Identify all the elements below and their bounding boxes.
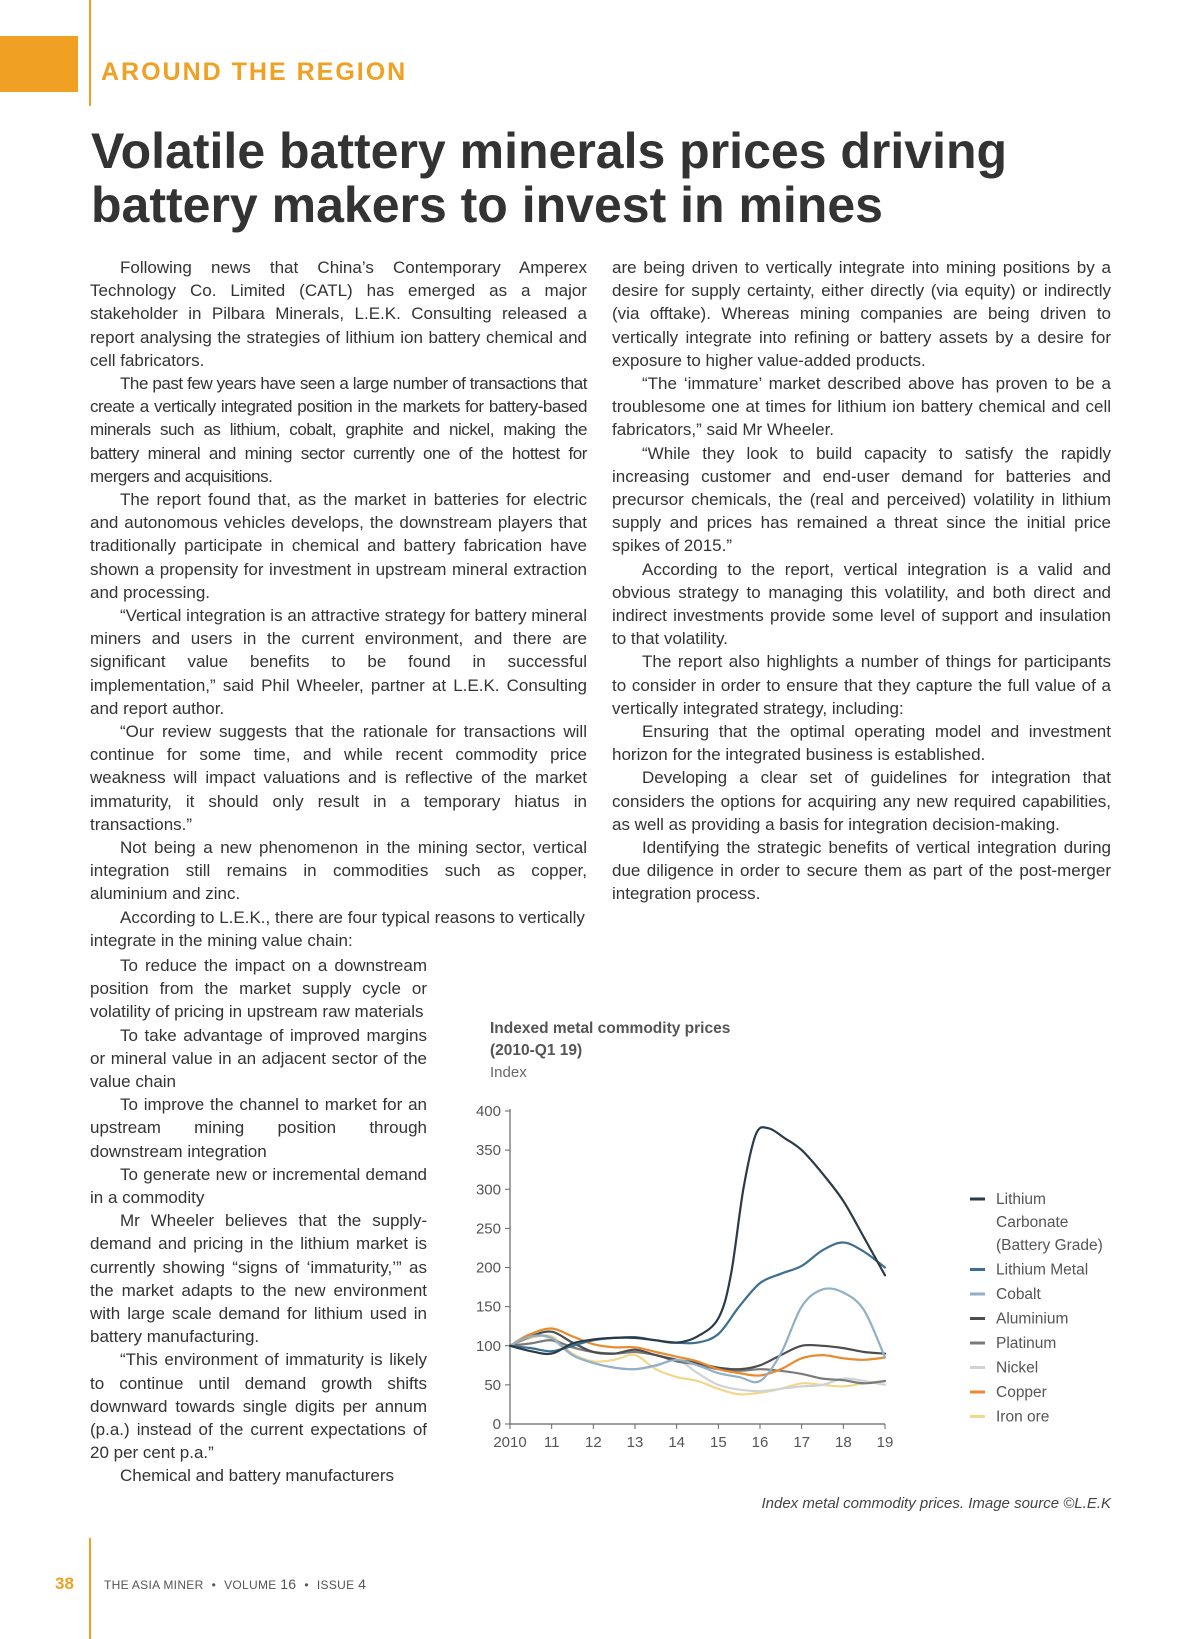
commodity-price-chart [475,1010,1118,1451]
series-line [510,1127,885,1354]
legend-label: (Battery Grade) [996,1237,1103,1254]
paragraph: Not being a new phenomenon in the mining sector, vertical integration still remains in commodities such as copper, aluminium and zinc. [90,838,587,904]
y-tick-label: 250 [475,1220,501,1238]
bottom-vertical-rule [89,1538,91,1639]
x-tick-label: 2010 [493,1434,527,1451]
volume-number: 16 [280,1576,297,1592]
section-label: AROUND THE REGION [101,58,408,86]
article-left-column [90,256,587,952]
legend-label: Iron ore [996,1408,1050,1426]
issue-number: 4 [358,1576,367,1592]
x-tick-label: 18 [834,1434,852,1451]
chart-title: Indexed metal commodity prices [490,1020,731,1037]
legend-label: Aluminium [996,1310,1069,1328]
x-tick-label: 16 [751,1434,769,1451]
paragraph: “Our review suggests that the rationale for transactions will continue for some time, and while recent commodity price weakness will impact valuations and is reflective of the market immaturity, it should only result in a temporary hiatus in transactions.” [90,722,587,834]
y-tick-label: 0 [492,1416,501,1433]
paragraph: Mr Wheeler believes that the supply-demand and pricing in the lithium market is currently showing “signs of ‘immaturity,’” as the market adapts to the new environment with large scale demand for lithium used in battery manufacturing. [90,1211,427,1347]
y-tick-label: 400 [475,1103,501,1120]
y-tick-label: 100 [475,1337,501,1355]
x-tick-label: 13 [626,1434,644,1451]
footer-separator: • [211,1578,217,1592]
chart-lines [510,1127,885,1394]
top-vertical-rule [89,0,91,106]
paragraph: “This environment of immaturity is likely to continue until demand growth shifts downward towards single digits per annum (p.a.) instead of the current expectations of 20 per cent p.a.” [90,1350,427,1463]
list-item: To reduce the impact on a downstream position from the market supply cycle or volatility of pricing in upstream raw materials [90,956,427,1022]
y-tick-label: 150 [475,1298,501,1316]
list-item: To take advantage of improved margins or mineral value in an adjacent sector of the value chain [90,1025,427,1092]
article-right-column [612,256,1111,906]
y-tick-label: 200 [475,1259,501,1277]
x-tick-label: 12 [584,1434,602,1451]
paragraph: According to L.E.K., there are four typical reasons to vertically integrate in the mining value chain: [90,907,585,950]
footer-publication-line [104,1576,366,1592]
paragraph: Following news that China’s Contemporary Amperex Technology Co. Limited (CATL) has emerged as a major stakeholder in Pilbara Minerals, L.E.K. Consulting released a report analysing the strategies of lithium ion battery chemical and cell fabricators. [90,258,587,370]
x-tick-label: 11 [543,1434,560,1451]
paragraph: “While they look to build capacity to satisfy the rapidly increasing customer and end-user demand for batteries and precursor chemicals, the (real and perceived) volatility in lithium supply and prices has remained a threat since the initial price spikes of 2015.” [612,443,1111,556]
chart-axes [476,1103,893,1451]
headline [91,124,1091,232]
page-number: 38 [55,1574,74,1593]
chart-svg [475,1010,1118,1451]
headline-line-1: Volatile battery minerals prices driving [91,123,1008,179]
paragraph: are being driven to vertically integrate into mining positions by a desire for supply certainty, either directly (via equity) or indirectly (via offtake). Whereas mining companies are being driven to vertically integrate into refining or battery assets by a desire for exposure to higher value-added products. [612,258,1111,370]
chart-legend [970,1191,1103,1426]
paragraph: The report found that, as the market in batteries for electric and autonomous vehicles develops, the downstream players that traditionally participate in chemical and battery fabrication have shown a propensity for investment in upstream mineral extraction and processing. [90,490,587,602]
y-tick-label: 350 [475,1142,501,1160]
issue-label: ISSUE [316,1578,355,1592]
legend-label: Nickel [996,1359,1039,1377]
x-tick-label: 19 [876,1434,894,1451]
footer-separator: • [304,1578,309,1592]
x-tick-label: 17 [793,1434,811,1451]
legend-label: Cobalt [996,1286,1041,1303]
list-item: To improve the channel to market for an upstream mining position through downstream integration [90,1095,427,1161]
paragraph: “Vertical integration is an attractive strategy for battery mineral miners and users in the current environment, and there are significant value benefits to be found in successful implementation,” said Phil Wheeler, partner at L.E.K. Consulting and report author. [90,606,587,718]
y-tick-label: 50 [484,1376,501,1394]
volume-label: VOLUME [224,1578,277,1592]
x-tick-label: 14 [668,1434,686,1451]
publication-name: THE ASIA MINER [104,1578,204,1592]
list-item: Developing a clear set of guidelines for integration that considers the options for acquiring any new required capabilities, as well as providing a basis for integration decision-making. [612,768,1111,834]
paragraph: The report also highlights a number of things for participants to consider in order to ensure that they capture the full value of a vertically integrated strategy, including: [612,652,1111,718]
x-tick-label: 15 [709,1434,727,1451]
article-narrow-column [90,954,427,1488]
paragraph: “The ‘immature’ market described above has proven to be a troublesome one at times for lithium ion battery chemical and cell fabricators,” said Mr Wheeler. [612,374,1111,440]
list-item: Ensuring that the optimal operating model and investment horizon for the integrated business is established. [612,722,1111,765]
legend-label: Copper [996,1384,1047,1401]
chart-y-axis-label: Index [490,1064,527,1081]
figure-caption: Index metal commodity prices. Image source ©L.E.K [761,1495,1111,1512]
paragraph: The past few years have seen a large number of transactions that create a vertically integrated position in the markets for battery-based minerals such as lithium, cobalt, graphite and nickel, making the battery mineral and mining sector currently one of the hottest for mergers and acquisitions. [90,374,587,486]
series-line [510,1242,885,1351]
paragraph: According to the report, vertical integration is a valid and obvious strategy to managing this volatility, and both direct and indirect investments provide some level of support and insulation to that volatility. [612,559,1111,649]
headline-line-2: battery makers to invest in mines [91,177,883,233]
legend-label: Lithium [996,1191,1046,1208]
paragraph: Chemical and battery manufacturers [120,1466,395,1486]
list-item: Identifying the strategic benefits of vertical integration during due diligence in order to secure them as part of the post-merger integration process. [612,838,1111,904]
legend-label: Lithium Metal [996,1261,1089,1279]
legend-label: Platinum [996,1335,1057,1352]
chart-subtitle: (2010-Q1 19) [490,1042,583,1059]
y-tick-label: 300 [475,1181,501,1199]
list-item: To generate new or incremental demand in a commodity [90,1164,427,1208]
section-tab-block [0,36,78,92]
legend-label: Carbonate [996,1214,1069,1231]
